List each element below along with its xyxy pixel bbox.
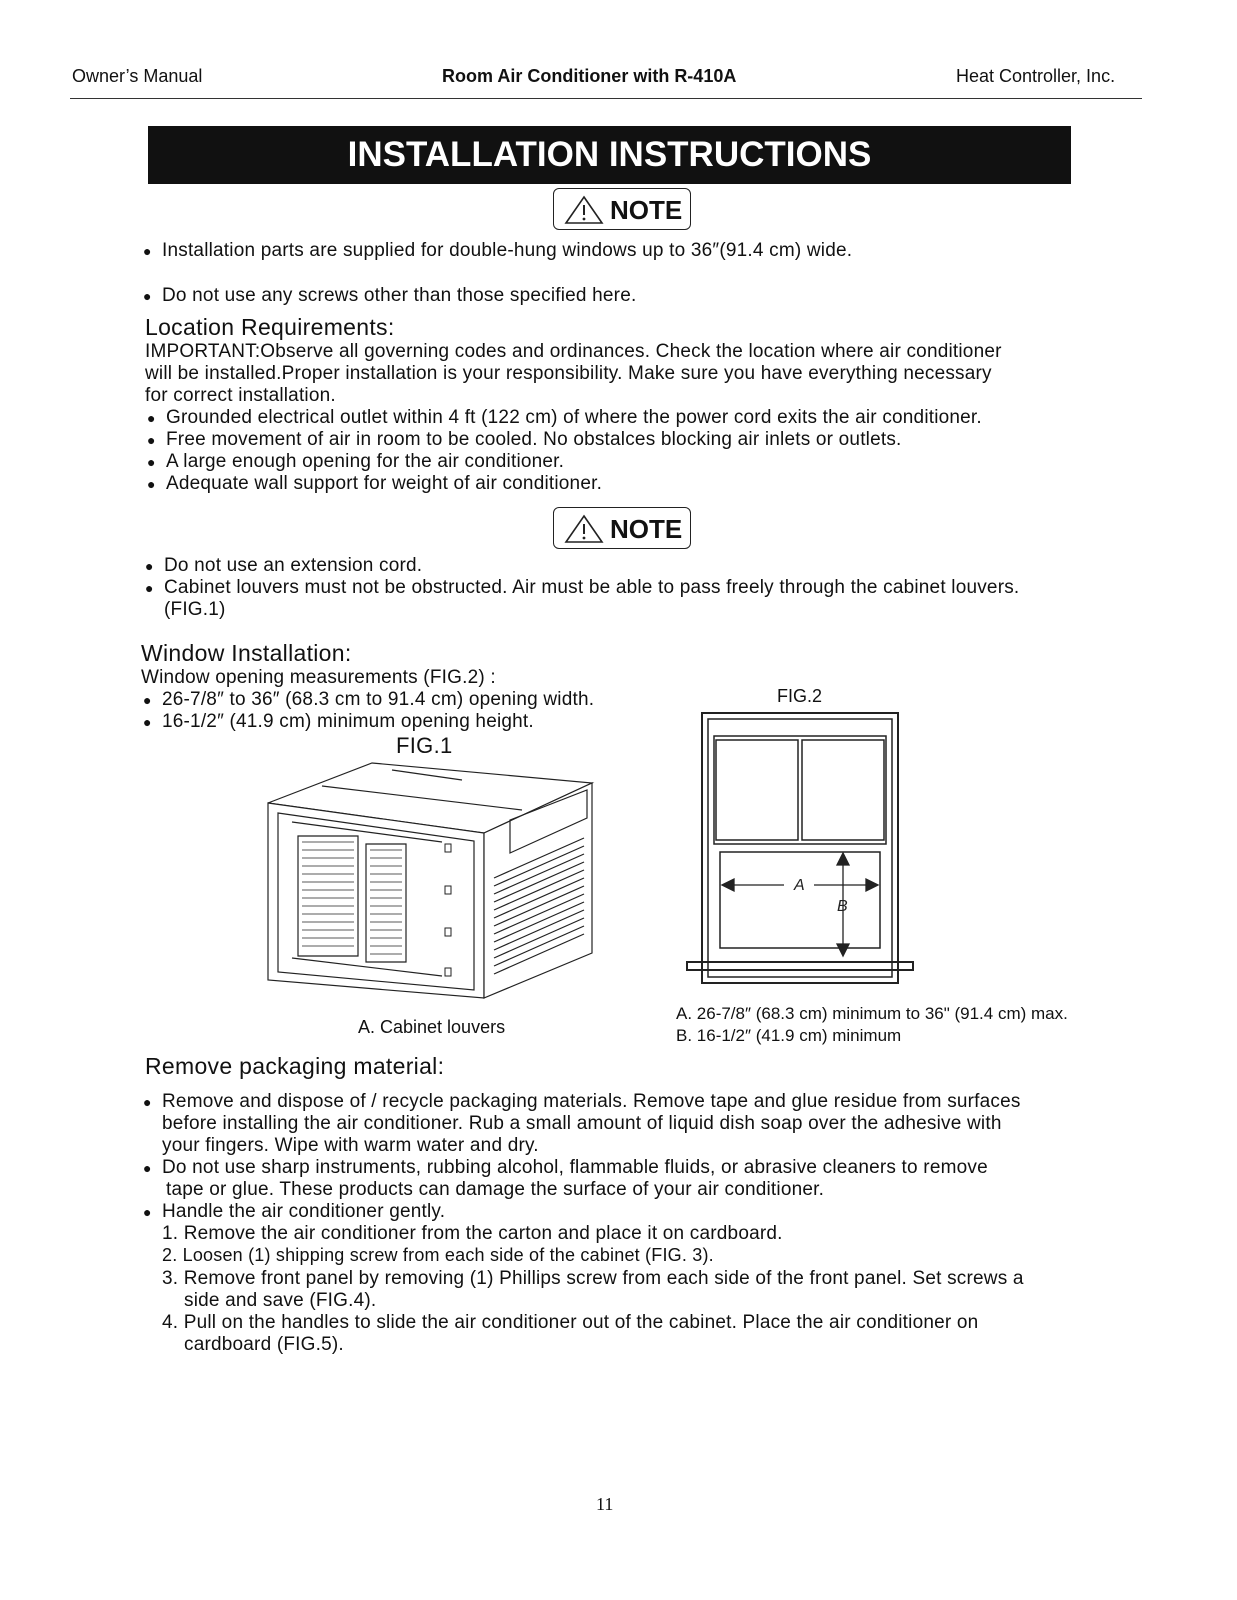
packaging-b3: ● Handle the air conditioner gently.: [162, 1201, 445, 1223]
packaging-heading: Remove packaging material:: [145, 1053, 445, 1079]
note-label-top: NOTE: [610, 195, 683, 225]
packaging-step-4-cont: cardboard (FIG.5).: [184, 1334, 344, 1355]
packaging-b1-line2: before installing the air conditioner. Rub a small amount of liquid dish soap over the adhesive with: [162, 1113, 1002, 1134]
location-important-3: for correct installation.: [145, 385, 336, 406]
fig1-air-conditioner-illustration: [262, 758, 602, 1003]
note-top-1: ● Installation parts are supplied for double-hung windows up to 36″(91.4 cm) wide.: [162, 240, 852, 262]
page-number: 11: [596, 1494, 614, 1514]
packaging-b2-line1: ● Do not use sharp instruments, rubbing alcohol, flammable fluids, or abrasive cleaners to remove: [162, 1157, 988, 1179]
packaging-step-1: 1. Remove the air conditioner from the carton and place it on cardboard.: [162, 1223, 783, 1244]
fig2-caption-a: A. 26-7/8″ (68.3 cm) minimum to 36" (91.4 cm) max.: [676, 1004, 1068, 1023]
packaging-step-3-cont: side and save (FIG.4).: [184, 1290, 377, 1311]
warning-icon: [564, 514, 604, 544]
fig2-label-a: A: [794, 877, 805, 894]
warning-icon: [564, 195, 604, 225]
location-important-2: will be installed.Proper installation is your responsibility. Make sure you have everything necessary: [145, 363, 992, 384]
location-bullet-4: ● Adequate wall support for weight of air conditioner.: [166, 473, 602, 495]
location-important-1: IMPORTANT:Observe all governing codes and ordinances. Check the location where air conditioner: [145, 341, 1002, 362]
window-intro: Window opening measurements (FIG.2) :: [141, 667, 496, 688]
fig2-label-b: B: [837, 898, 848, 915]
header-right: Heat Controller, Inc.: [956, 66, 1116, 86]
location-bullet-2: ● Free movement of air in room to be cooled. No obstalces blocking air inlets or outlets.: [166, 429, 902, 451]
note-label-mid: NOTE: [610, 514, 683, 544]
fig1-label: FIG.1: [396, 733, 453, 758]
header-center: Room Air Conditioner with R-410A: [442, 66, 737, 86]
location-bullet-3: ● A large enough opening for the air conditioner.: [166, 451, 564, 473]
packaging-step-3: 3. Remove front panel by removing (1) Phillips screw from each side of the front panel. Set screws a: [162, 1268, 1024, 1289]
packaging-b1-line3: your fingers. Wipe with warm water and dry.: [162, 1135, 539, 1156]
section-banner: INSTALLATION INSTRUCTIONS: [148, 126, 1071, 184]
note-box-mid: [553, 507, 691, 549]
header-left: Owner’s Manual: [72, 66, 203, 86]
window-bullet-2: ● 16-1/2″ (41.9 cm) minimum opening height.: [162, 711, 534, 733]
packaging-step-4: 4. Pull on the handles to slide the air conditioner out of the cabinet. Place the air conditioner on: [162, 1312, 979, 1333]
location-heading: Location Requirements:: [145, 314, 395, 340]
fig2-window-diagram: [684, 710, 916, 992]
window-heading: Window Installation:: [141, 640, 352, 666]
fig2-caption-b: B. 16-1/2″ (41.9 cm) minimum: [676, 1026, 902, 1045]
note-mid-2: ● Cabinet louvers must not be obstructed. Air must be able to pass freely through the cabinet louvers.: [164, 577, 1019, 599]
fig1-caption: A. Cabinet louvers: [358, 1017, 506, 1037]
packaging-step-2: 2. Loosen (1) shipping screw from each side of the cabinet (FIG. 3).: [162, 1245, 714, 1265]
location-bullet-1: ● Grounded electrical outlet within 4 ft (122 cm) of where the power cord exits the air conditioner.: [166, 407, 982, 429]
packaging-b2-line2: tape or glue. These products can damage the surface of your air conditioner.: [166, 1179, 825, 1200]
note-mid-1: ● Do not use an extension cord.: [164, 555, 422, 577]
header-rule: [70, 98, 1142, 99]
window-bullet-1: ● 26-7/8″ to 36″ (68.3 cm to 91.4 cm) opening width.: [162, 689, 594, 711]
note-top-2: ● Do not use any screws other than those specified here.: [162, 285, 636, 307]
note-mid-3: (FIG.1): [164, 599, 226, 620]
fig2-label: FIG.2: [777, 686, 823, 706]
packaging-b1-line1: ● Remove and dispose of / recycle packaging materials. Remove tape and glue residue from surfaces: [162, 1091, 1021, 1113]
note-box-top: [553, 188, 691, 230]
